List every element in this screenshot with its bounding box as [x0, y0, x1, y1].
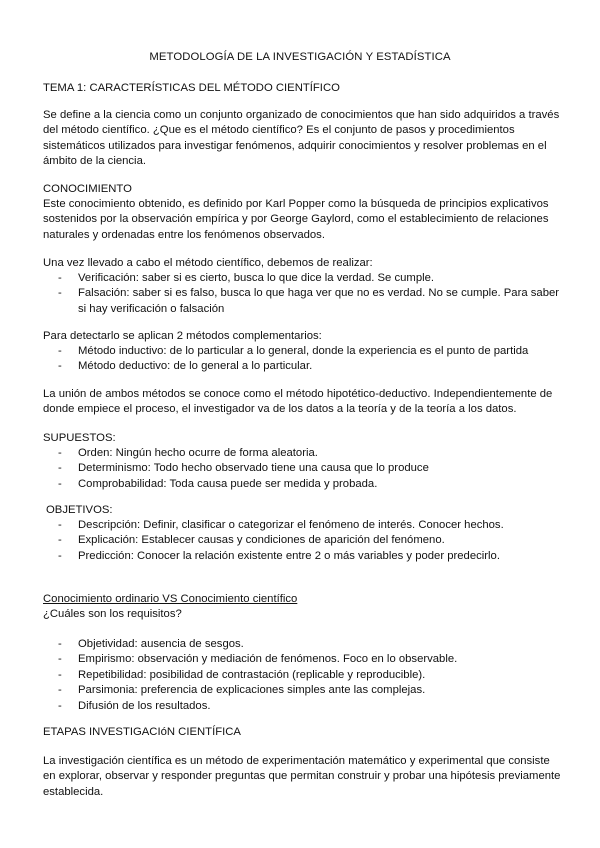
comparacion-heading: Conocimiento ordinario VS Conocimiento científico — [43, 593, 298, 605]
requisitos-list — [58, 637, 563, 714]
comparacion-question: ¿Cuáles son los requisitos? — [43, 608, 182, 620]
union-paragraph: La unión de ambos métodos se conoce como el método hipotético-deductivo. Independientemente de donde empiece el proceso, el investigador va de los datos a la teoría y de la teoría a los datos. — [43, 388, 553, 416]
conocimiento-heading: CONOCIMIENTO — [43, 183, 132, 195]
etapas-paragraph: La investigación científica es un método de experimentación matemático y experimental que consiste en explorar, observar y responder preguntas que permitan construir y probar una hipótesis previamente establecida. — [43, 755, 561, 798]
intro-paragraph: Se define a la ciencia como un conjunto organizado de conocimientos que han sido adquiridos a través del método científico. ¿Que es el método científico? Es el conjunto de pasos y procedimientos sistemáticos utilizados para investigar fenómenos, adquirir conocimientos y resolver problemas en el ámbito de la ciencia. — [43, 109, 560, 168]
realizar-list — [58, 271, 563, 317]
list-item: - Empirismo: observación y mediación de fenómenos. Foco en lo observable. — [58, 652, 563, 667]
document-title: METODOLOGÍA DE LA INVESTIGACIÓN Y ESTADÍSTICA — [149, 51, 451, 63]
list-item: - Orden: Ningún hecho ocurre de forma aleatoria. — [58, 446, 563, 461]
objetivos-heading: OBJETIVOS: — [46, 504, 113, 516]
list-item: - Difusión de los resultados. — [58, 699, 563, 714]
list-item: - Explicación: Establecer causas y condiciones de aparición del fenómeno. — [58, 533, 563, 548]
list-item: - Predicción: Conocer la relación existente entre 2 o más variables y poder predecirlo. — [58, 549, 563, 564]
list-item: - Descripción: Definir, clasificar o categorizar el fenómeno de interés. Conocer hechos. — [58, 518, 563, 533]
list-item: - Repetibilidad: posibilidad de contrastación (replicable y reproducible). — [58, 668, 563, 683]
list-item: - Verificación: saber si es cierto, busca lo que dice la verdad. Se cumple. — [58, 271, 563, 286]
supuestos-list — [58, 446, 563, 492]
list-item: - Determinismo: Todo hecho observado tiene una causa que lo produce — [58, 461, 563, 476]
topic-heading: TEMA 1: CARACTERÍSTICAS DEL MÉTODO CIENTÍFICO — [43, 82, 340, 94]
metodos-intro: Para detectarlo se aplican 2 métodos complementarios: — [43, 330, 322, 342]
list-item: - Parsimonia: preferencia de explicaciones simples ante las complejas. — [58, 683, 563, 698]
list-item: - Método inductivo: de lo particular a lo general, donde la experiencia es el punto de partida — [58, 344, 563, 359]
realizar-intro: Una vez llevado a cabo el método científico, debemos de realizar: — [43, 257, 373, 269]
list-item: - Falsación: saber si es falso, busca lo que haga ver que no es verdad. No se cumple. Para saber si hay verificación o falsación — [58, 286, 563, 317]
conocimiento-paragraph: Este conocimiento obtenido, es definido por Karl Popper como la búsqueda de principios explicativos sostenidos por la observación empírica y por George Gaylord, como el establecimiento de relaciones naturales y ordenadas entre los fenómenos observados. — [43, 198, 549, 241]
etapas-heading: ETAPAS INVESTIGACIóN CIENTÍFICA — [43, 726, 241, 738]
objetivos-list — [58, 518, 563, 564]
supuestos-heading: SUPUESTOS: — [43, 432, 116, 444]
list-item: - Método deductivo: de lo general a lo particular. — [58, 359, 563, 374]
list-item: - Objetividad: ausencia de sesgos. — [58, 637, 563, 652]
metodos-list — [58, 344, 563, 375]
list-item: - Comprobabilidad: Toda causa puede ser medida y probada. — [58, 477, 563, 492]
